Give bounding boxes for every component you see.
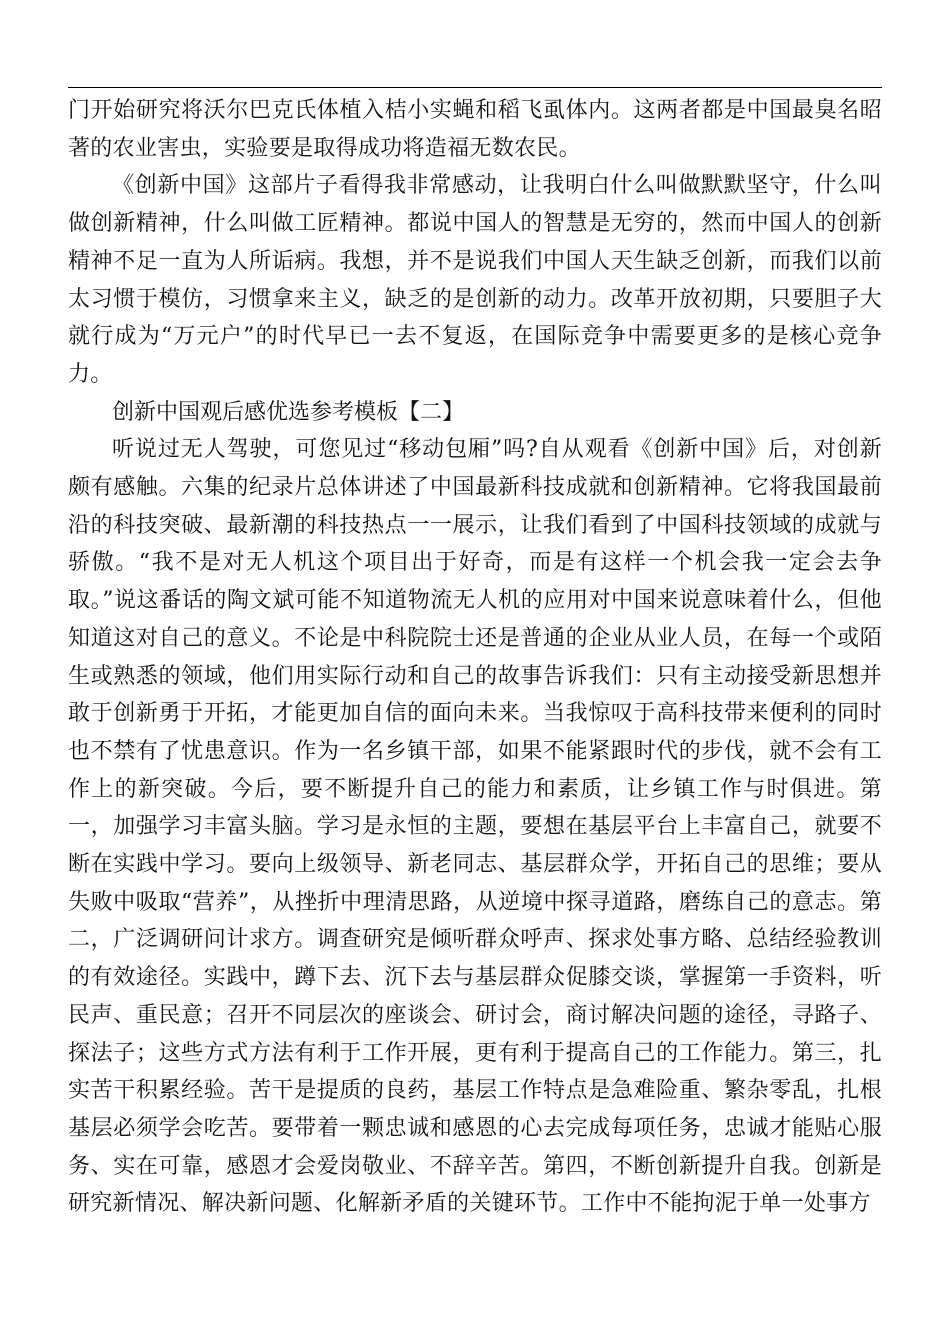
paragraph-continuation: 门开始研究将沃尔巴克氏体植入桔小实蝇和稻飞虱体内。这两者都是中国最臭名昭著的农业害虫，实验要是取得成功将造福无数农民。 (68, 98, 882, 161)
document-body (68, 92, 882, 1223)
paragraph-reflection: 《创新中国》这部片子看得我非常感动，让我明白什么叫做默默坚守，什么叫做创新精神，什么叫做工匠精神。都说中国人的智慧是无穷的，然而中国人的创新精神不足一直为人所诟病。我想，并不是说我们中国人天生缺乏创新，而我们以前太习惯于模仿，习惯拿来主义，缺乏的是创新的动力。改革开放初期，只要胆子大就行成为“万元户”的时代早已一去不复返，在国际竞争中需要更多的是核心竞争力。 (68, 173, 882, 387)
header-rule (68, 87, 882, 88)
paragraph-template-two: 听说过无人驾驶，可您见过“移动包厢”吗?自从观看《创新中国》后，对创新颇有感触。六集的纪录片总体讲述了中国最新科技成就和创新精神。它将我国最前沿的科技突破、最新潮的科技热点一一展示，让我们看到了中国科技领域的成就与骄傲。“我不是对无人机这个项目出于好奇，而是有这样一个机会我一定会去争取。”说这番话的陶文斌可能不知道物流无人机的应用对中国来说意味着什么，但他知道这对自己的意义。不论是中科院院士还是普通的企业从业人员，在每一个或陌生或熟悉的领域，他们用实际行动和自己的故事告诉我们：只有主动接受新思想并敢于创新勇于开拓，才能更加自信的面向未来。当我惊叹于高科技带来便利的同时也不禁有了忧患意识。作为一名乡镇干部，如果不能紧跟时代的步伐，就不会有工作上的新突破。今后，要不断提升自己的能力和素质，让乡镇工作与时俱进。第一，加强学习丰富头脑。学习是永恒的主题，要想在基层平台上丰富自己，就要不断在实践中学习。要向上级领导、新老同志、基层群众学，开拓自己的思维；要从失败中吸取“营养”，从挫折中理清思路，从逆境中探寻道路，磨练自己的意志。第二，广泛调研问计求方。调查研究是倾听群众呼声、探求处事方略、总结经验教训的有效途径。实践中，蹲下去、沉下去与基层群众促膝交谈，掌握第一手资料，听民声、重民意；召开不同层次的座谈会、研讨会，商讨解决问题的途径，寻路子、探法子；这些方式方法有利于工作开展，更有利于提高自己的工作能力。第三，扎实苦干积累经验。苦干是提质的良药，基层工作特点是急难险重、繁杂零乱，扎根基层必须学会吃苦。要带着一颗忠诚和感恩的心去完成每项任务，忠诚才能贴心服务、实在可靠，感恩才会爱岗敬业、不辞辛苦。第四，不断创新提升自我。创新是研究新情况、解决新问题、化解新矛盾的关键环节。工作中不能拘泥于单一处事方 (68, 437, 882, 1217)
section-heading: 创新中国观后感优选参考模板【二】 (112, 399, 465, 425)
